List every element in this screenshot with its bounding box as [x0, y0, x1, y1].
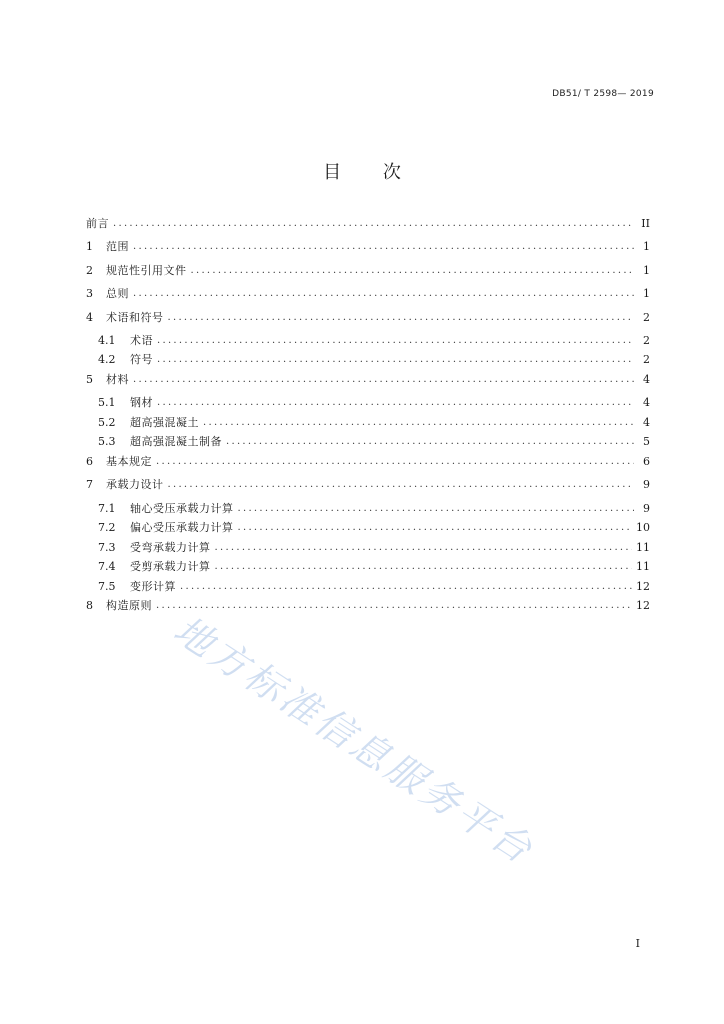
toc-entry[interactable] — [86, 599, 650, 622]
toc-leader-dots — [180, 580, 632, 594]
toc-entry-label: 受弯承载力计算 — [130, 540, 211, 554]
toc-entry-number: 7.4 — [98, 560, 116, 574]
toc-leader-dots — [133, 287, 634, 301]
toc-leader-dots — [133, 373, 634, 387]
toc-leader-dots — [157, 334, 634, 348]
document-code: DB51/ T 2598— 2019 — [552, 89, 654, 99]
toc-entry-label: 构造原则 — [106, 599, 152, 613]
toc-entry-page: 10 — [636, 521, 650, 535]
watermark: 地方标准信息服务平台 — [166, 607, 543, 874]
toc-leader-dots — [157, 353, 634, 367]
toc-entry-label: 术语 — [130, 333, 153, 347]
toc-entry-number: 7.2 — [98, 521, 116, 535]
toc-entry-page: 2 — [643, 353, 650, 367]
toc-entry[interactable] — [86, 560, 650, 580]
toc-entry-label: 基本规定 — [106, 454, 152, 468]
toc-entry-label: 轴心受压承载力计算 — [130, 501, 234, 515]
toc-entry[interactable] — [86, 455, 650, 478]
toc-entry-label: 偏心受压承载力计算 — [130, 521, 234, 535]
toc-entry[interactable] — [86, 287, 650, 310]
toc-entry-page: 12 — [636, 599, 650, 613]
toc-entry-page: 1 — [643, 263, 650, 277]
toc-leader-dots — [168, 311, 635, 325]
toc-leader-dots — [226, 435, 634, 449]
toc-entry-number: 7.3 — [98, 540, 116, 554]
toc-leader-dots — [168, 478, 635, 492]
toc-entry-number: 4 — [86, 310, 93, 324]
toc-leader-dots — [191, 264, 635, 278]
toc-entry-number: 3 — [86, 287, 93, 301]
toc-entry-page: 4 — [643, 372, 650, 386]
toc-entry-label: 承载力设计 — [106, 478, 164, 492]
toc-entry-page: 4 — [643, 415, 650, 429]
toc-entry-page: II — [641, 217, 650, 230]
toc-entry-page: 2 — [643, 333, 650, 347]
toc-entry[interactable] — [86, 311, 650, 334]
toc-entry-number: 2 — [86, 263, 93, 277]
toc-leader-dots — [157, 396, 634, 410]
toc-entry[interactable] — [86, 353, 650, 373]
toc-entry[interactable] — [86, 240, 650, 263]
toc-entry-label: 材料 — [106, 372, 129, 386]
toc-entry-label: 总则 — [106, 287, 129, 301]
toc-entry[interactable] — [86, 396, 650, 416]
toc-leader-dots — [133, 240, 634, 254]
toc-entry[interactable] — [86, 541, 650, 561]
toc-entry-label: 规范性引用文件 — [106, 263, 187, 277]
toc-entry[interactable] — [86, 334, 650, 354]
table-of-contents — [86, 217, 650, 623]
toc-entry-label: 符号 — [130, 353, 153, 367]
toc-entry-number: 4.2 — [98, 353, 116, 367]
toc-entry[interactable] — [86, 217, 650, 240]
toc-entry[interactable] — [86, 580, 650, 600]
toc-entry-page: 1 — [643, 287, 650, 301]
toc-entry-label: 前言 — [86, 217, 109, 230]
toc-entry-page: 1 — [643, 240, 650, 254]
toc-entry-page: 5 — [643, 435, 650, 449]
toc-entry-label: 超高强混凝土制备 — [130, 435, 222, 449]
toc-entry-label: 术语和符号 — [106, 310, 164, 324]
toc-entry[interactable] — [86, 435, 650, 455]
toc-entry-number: 4.1 — [98, 333, 116, 347]
toc-entry[interactable] — [86, 478, 650, 501]
toc-leader-dots — [215, 541, 633, 555]
toc-entry-number: 7.5 — [98, 579, 116, 593]
toc-entry-label: 变形计算 — [130, 579, 176, 593]
toc-leader-dots — [238, 502, 635, 516]
toc-entry-label: 受剪承载力计算 — [130, 560, 211, 574]
toc-entry-number: 5.2 — [98, 415, 116, 429]
toc-entry-page: 11 — [636, 540, 650, 554]
toc-entry-label: 钢材 — [130, 396, 153, 410]
toc-entry-number: 6 — [86, 454, 93, 468]
page-number: I — [635, 937, 640, 950]
toc-entry[interactable] — [86, 264, 650, 287]
toc-leader-dots — [238, 521, 633, 535]
toc-leader-dots — [215, 560, 633, 574]
toc-entry[interactable] — [86, 416, 650, 436]
toc-entry[interactable] — [86, 502, 650, 522]
toc-entry-number: 5.3 — [98, 435, 116, 449]
toc-entry-page: 11 — [636, 560, 650, 574]
toc-leader-dots — [203, 416, 634, 430]
toc-title: 目 次 — [323, 162, 419, 183]
toc-entry-page: 2 — [643, 310, 650, 324]
toc-entry-label: 超高强混凝土 — [130, 415, 199, 429]
toc-entry-number: 7.1 — [98, 501, 116, 515]
toc-entry-number: 5.1 — [98, 396, 116, 410]
toc-entry-label: 范围 — [106, 240, 129, 254]
toc-leader-dots — [156, 599, 632, 613]
toc-entry-page: 4 — [643, 396, 650, 410]
toc-entry-number: 7 — [86, 478, 93, 492]
toc-leader-dots — [156, 455, 634, 469]
toc-entry-page: 6 — [643, 454, 650, 468]
toc-entry[interactable] — [86, 521, 650, 541]
toc-leader-dots — [113, 217, 634, 231]
toc-entry-number: 1 — [86, 240, 93, 254]
toc-entry-number: 5 — [86, 372, 93, 386]
toc-entry[interactable] — [86, 373, 650, 396]
toc-entry-page: 9 — [643, 478, 650, 492]
toc-entry-number: 8 — [86, 599, 93, 613]
toc-entry-page: 9 — [643, 501, 650, 515]
toc-entry-page: 12 — [636, 579, 650, 593]
